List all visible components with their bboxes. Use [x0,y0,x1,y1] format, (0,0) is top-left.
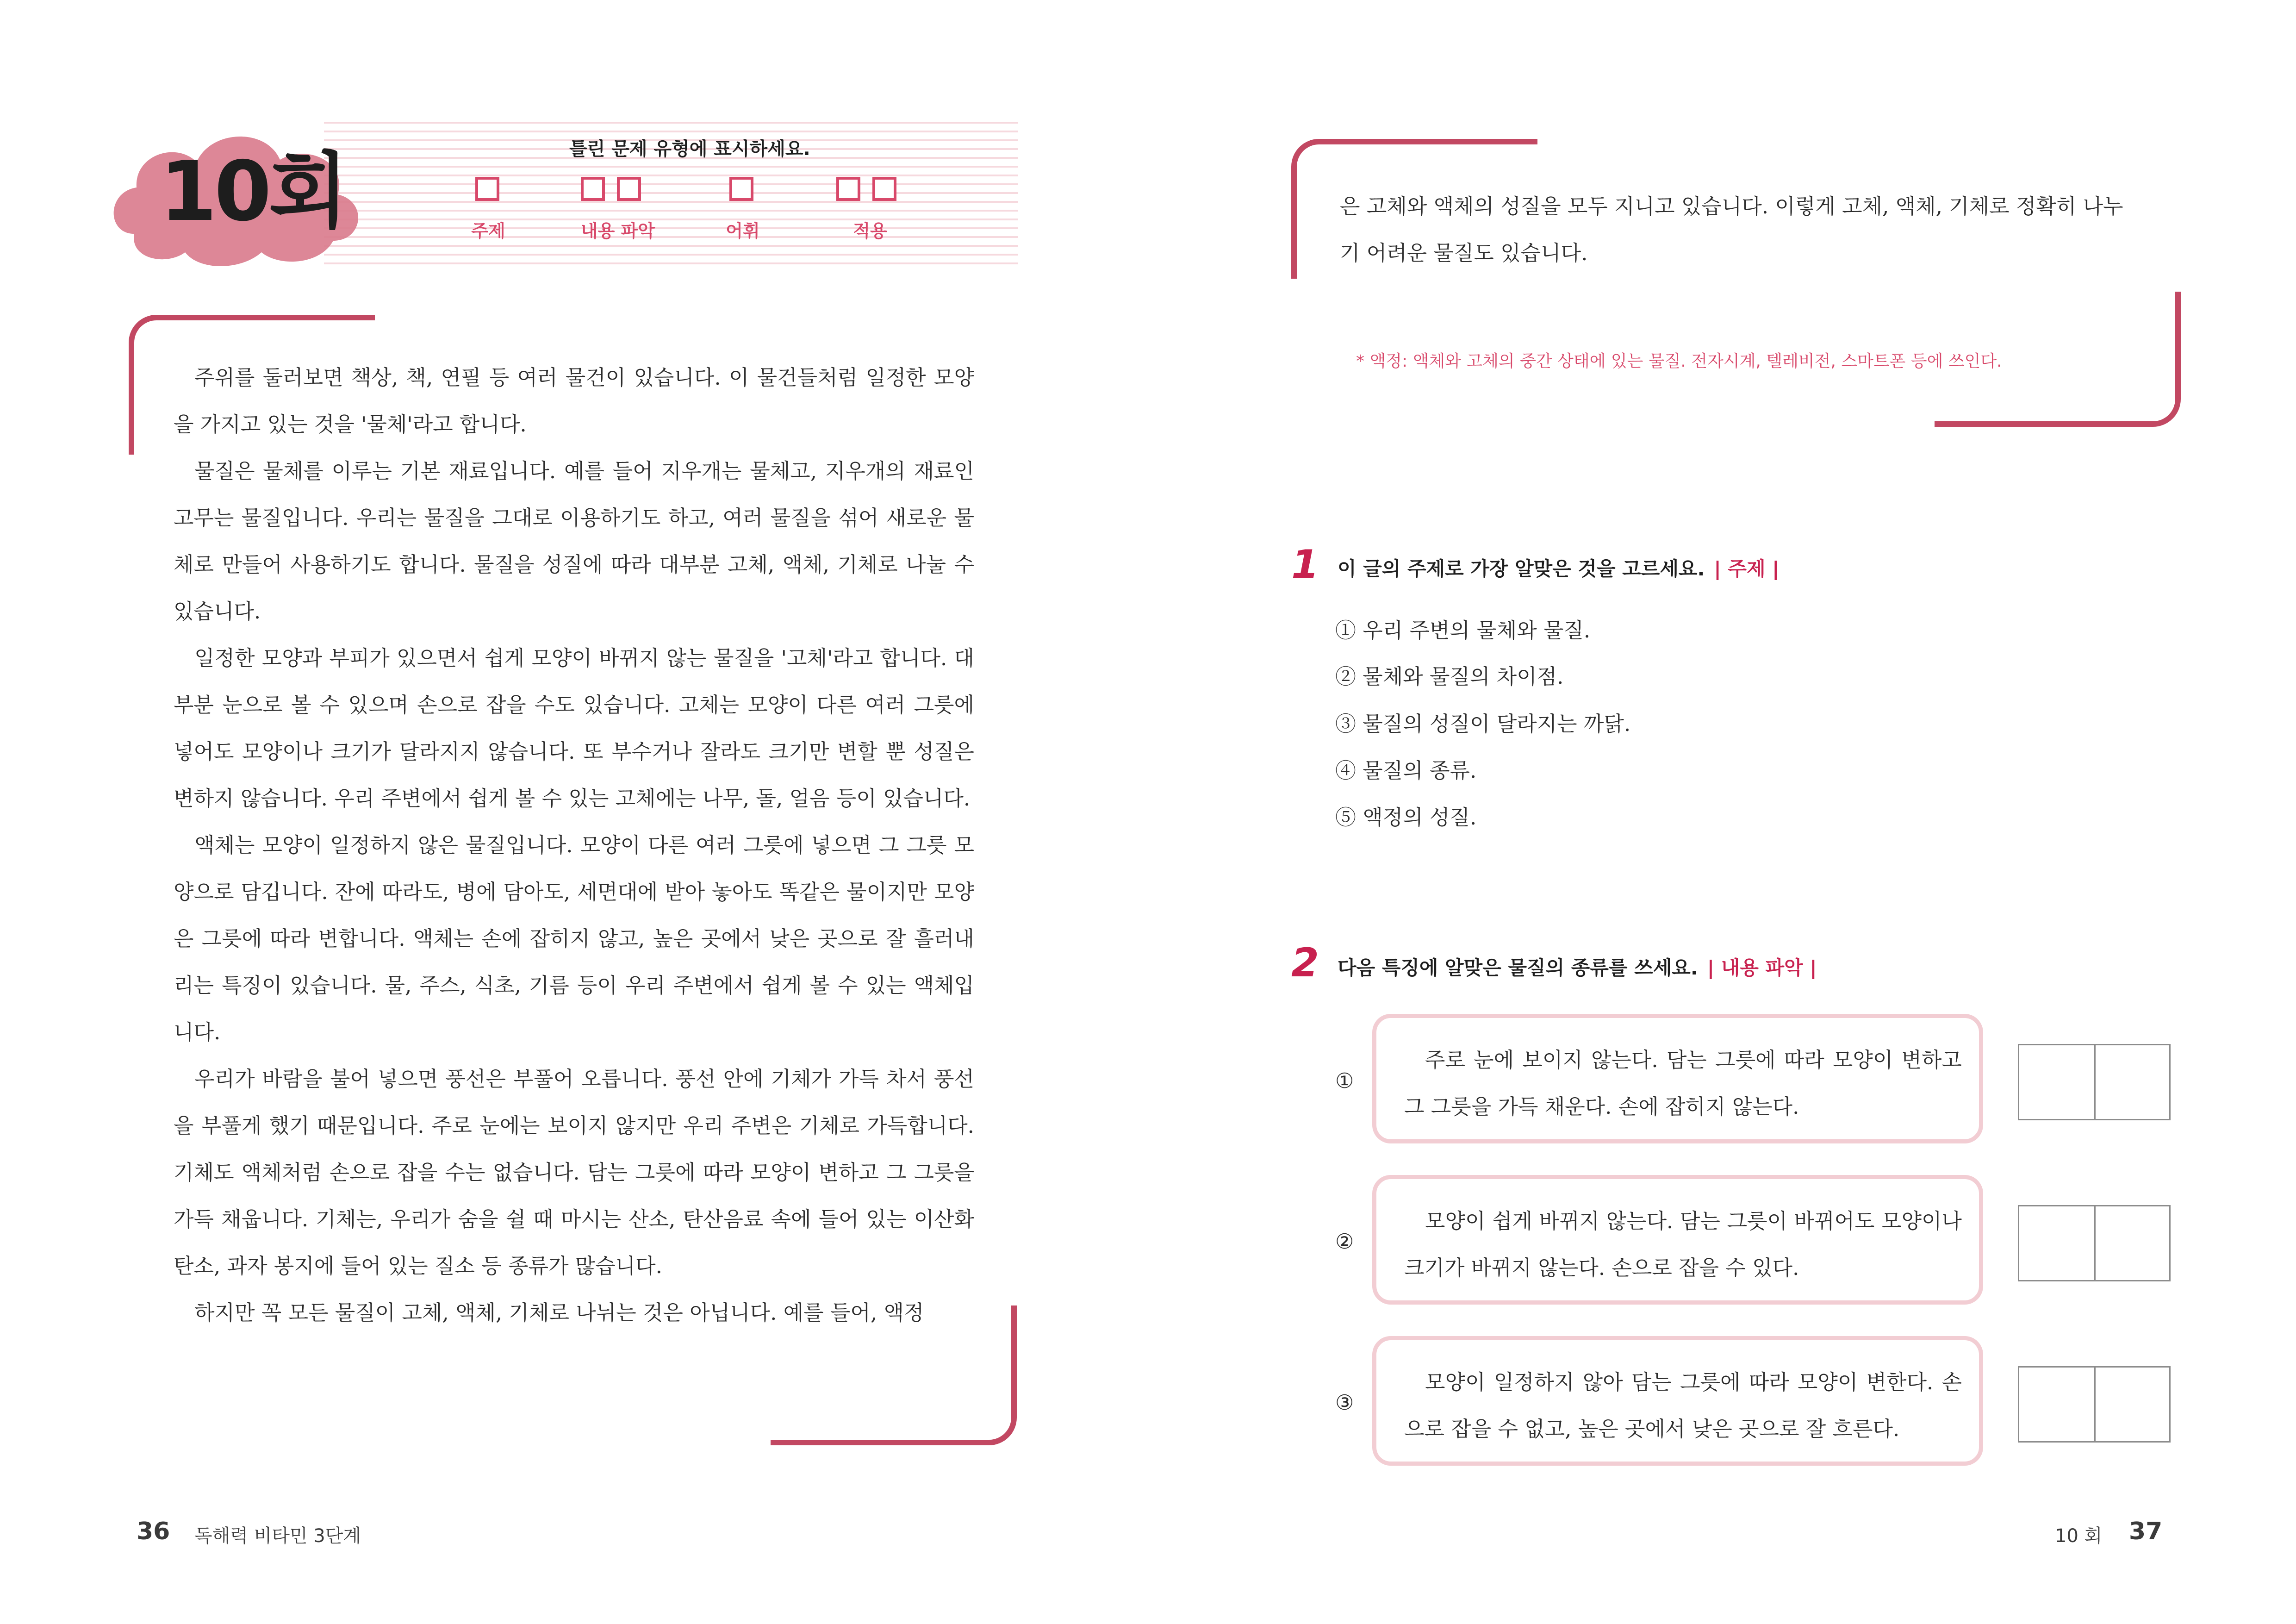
question-1-text: 이 글의 주제로 가장 알맞은 것을 고르세요. [1338,557,1705,580]
checkbox-content-1[interactable] [581,177,605,201]
passage-paragraph: 하지만 꼭 모든 물질이 고체, 액체, 기체로 나뉘는 것은 아닙니다. 예를 들어, 액정 [194,1300,924,1325]
q2-item-1-text: 주로 눈에 보이지 않는다. 담는 그릇에 따라 모양이 변하고 그 그릇을 가득 채운다. 손에 잡히지 않는다. [1404,1048,1962,1119]
q2-item-1-box [1372,1014,1983,1143]
q2-item-3-box [1372,1336,1983,1466]
lesson-title: 10회 [160,144,346,239]
q2-item-2-answer-box[interactable] [2018,1205,2171,1281]
footnote: * 액정: 액체와 고체의 중간 상태에 있는 물질. 전자시계, 텔레비전, 스마트폰 등에 쓰인다. [1356,352,2002,371]
right-page-number: 37 [2129,1518,2163,1545]
q2-item-3-answer-box[interactable] [2018,1366,2171,1443]
answer-box-divider [2094,1045,2096,1119]
q2-item-2-box [1372,1175,1983,1305]
q2-item-3-text: 모양이 일정하지 않아 담는 그릇에 따라 모양이 변한다. 손으로 잡을 수 없고, 높은 곳에서 낮은 곳으로 잘 흐른다. [1404,1370,1962,1441]
passage-paragraph: 우리가 바람을 불어 넣으면 풍선은 부풀어 오릅니다. 풍선 안에 기체가 가득 차서 풍선을 부풀게 했기 때문입니다. 주로 눈에는 보이지 않지만 우리 주변은 기체로 가득합니다. 기체도 액체처럼 손으로 잡을 수는 없습니다. 담는 그릇에 따라 모양이 변하고 그 그릇을 가득 채웁니다. 기체는, 우리가 숨을 쉴 때 마시는 산소, 탄산음료 속에 들어 있는 이산화탄소, 과자 봉지에 들어 있는 질소 등 종류가 많습니다. [174,1067,974,1278]
q1-option-3[interactable]: ③ 물질의 성질이 달라지는 까닭. [1335,712,1631,736]
reading-passage [174,354,974,1336]
left-page-number: 36 [137,1518,170,1545]
question-2-number: 2 [1291,940,1319,986]
type-label-vocab: 어휘 [726,221,760,241]
question-2-text: 다음 특징에 알맞은 물질의 종류를 쓰세요. [1338,956,1698,979]
checkbox-apply-1[interactable] [836,177,860,201]
q2-item-2-mark: ② [1335,1229,1354,1254]
q2-item-3-mark: ③ [1335,1390,1354,1415]
checkbox-topic[interactable] [475,177,499,201]
mark-instruction: 틀린 문제 유형에 표시하세요. [569,138,810,160]
question-1-number: 1 [1291,542,1319,588]
type-label-apply: 적용 [853,221,887,241]
passage-paragraph: 물질은 물체를 이루는 기본 재료입니다. 예를 들어 지우개는 물체고, 지우개의 재료인 고무는 물질입니다. 우리는 물질을 그대로 이용하기도 하고, 여러 물질을 섞어 새로운 물체로 만들어 사용하기도 합니다. 물질을 성질에 따라 대부분 고체, 액체, 기체로 나눌 수 있습니다. [174,459,974,624]
question-2-prompt [1338,953,1817,981]
type-label-topic: 주제 [471,221,505,241]
passage-continuation: 은 고체와 액체의 성질을 모두 지니고 있습니다. 이렇게 고체, 액체, 기체로 정확히 나누기 어려운 물질도 있습니다. [1340,194,2123,265]
q1-option-2[interactable]: ② 물체와 물질의 차이점. [1335,664,1564,689]
checkbox-vocab[interactable] [729,177,753,201]
q2-item-1-answer-box[interactable] [2018,1044,2171,1120]
q2-item-1-mark: ① [1335,1068,1354,1093]
answer-box-divider [2094,1368,2096,1441]
checkbox-content-2[interactable] [617,177,641,201]
q1-option-1[interactable]: ① 우리 주변의 물체와 물질. [1335,618,1591,643]
checkbox-apply-2[interactable] [872,177,896,201]
answer-box-divider [2094,1206,2096,1280]
question-2-type: | 내용 파악 | [1707,956,1817,979]
q1-option-5[interactable]: ⑤ 액정의 성질. [1335,805,1477,830]
lesson-footer-label: 10 회 [2055,1525,2103,1547]
q1-option-4[interactable]: ④ 물질의 종류. [1335,758,1477,783]
passage-paragraph: 일정한 모양과 부피가 있으면서 쉽게 모양이 바뀌지 않는 물질을 '고체'라고 합니다. 대부분 눈으로 볼 수 있으며 손으로 잡을 수도 있습니다. 고체는 모양이 다른 여러 그릇에 넣어도 모양이나 크기가 달라지지 않습니다. 또 부수거나 잘라도 크기만 변할 뿐 성질은 변하지 않습니다. 우리 주변에서 쉽게 볼 수 있는 고체에는 나무, 돌, 얼음 등이 있습니다. [174,646,974,811]
question-1-prompt [1338,554,1780,581]
passage-paragraph: 주위를 둘러보면 책상, 책, 연필 등 여러 물건이 있습니다. 이 물건들처럼 일정한 모양을 가지고 있는 것을 '물체'라고 합니다. [174,365,974,437]
book-title: 독해력 비타민 3단계 [194,1525,361,1547]
passage-paragraph: 액체는 모양이 일정하지 않은 물질입니다. 모양이 다른 여러 그릇에 넣으면 그 그릇 모양으로 담깁니다. 잔에 따라도, 병에 담아도, 세면대에 받아 놓아도 똑같은 물이지만 모양은 그릇에 따라 변합니다. 액체는 손에 잡히지 않고, 높은 곳에서 낮은 곳으로 잘 흘러내리는 특징이 있습니다. 물, 주스, 식초, 기름 등이 우리 주변에서 쉽게 볼 수 있는 액체입니다. [174,833,974,1044]
type-label-content: 내용 파악 [580,221,655,241]
question-1-type: | 주제 | [1714,557,1780,580]
q2-item-2-text: 모양이 쉽게 바뀌지 않는다. 담는 그릇이 바뀌어도 모양이나 크기가 바뀌지 않는다. 손으로 잡을 수 있다. [1404,1209,1962,1280]
